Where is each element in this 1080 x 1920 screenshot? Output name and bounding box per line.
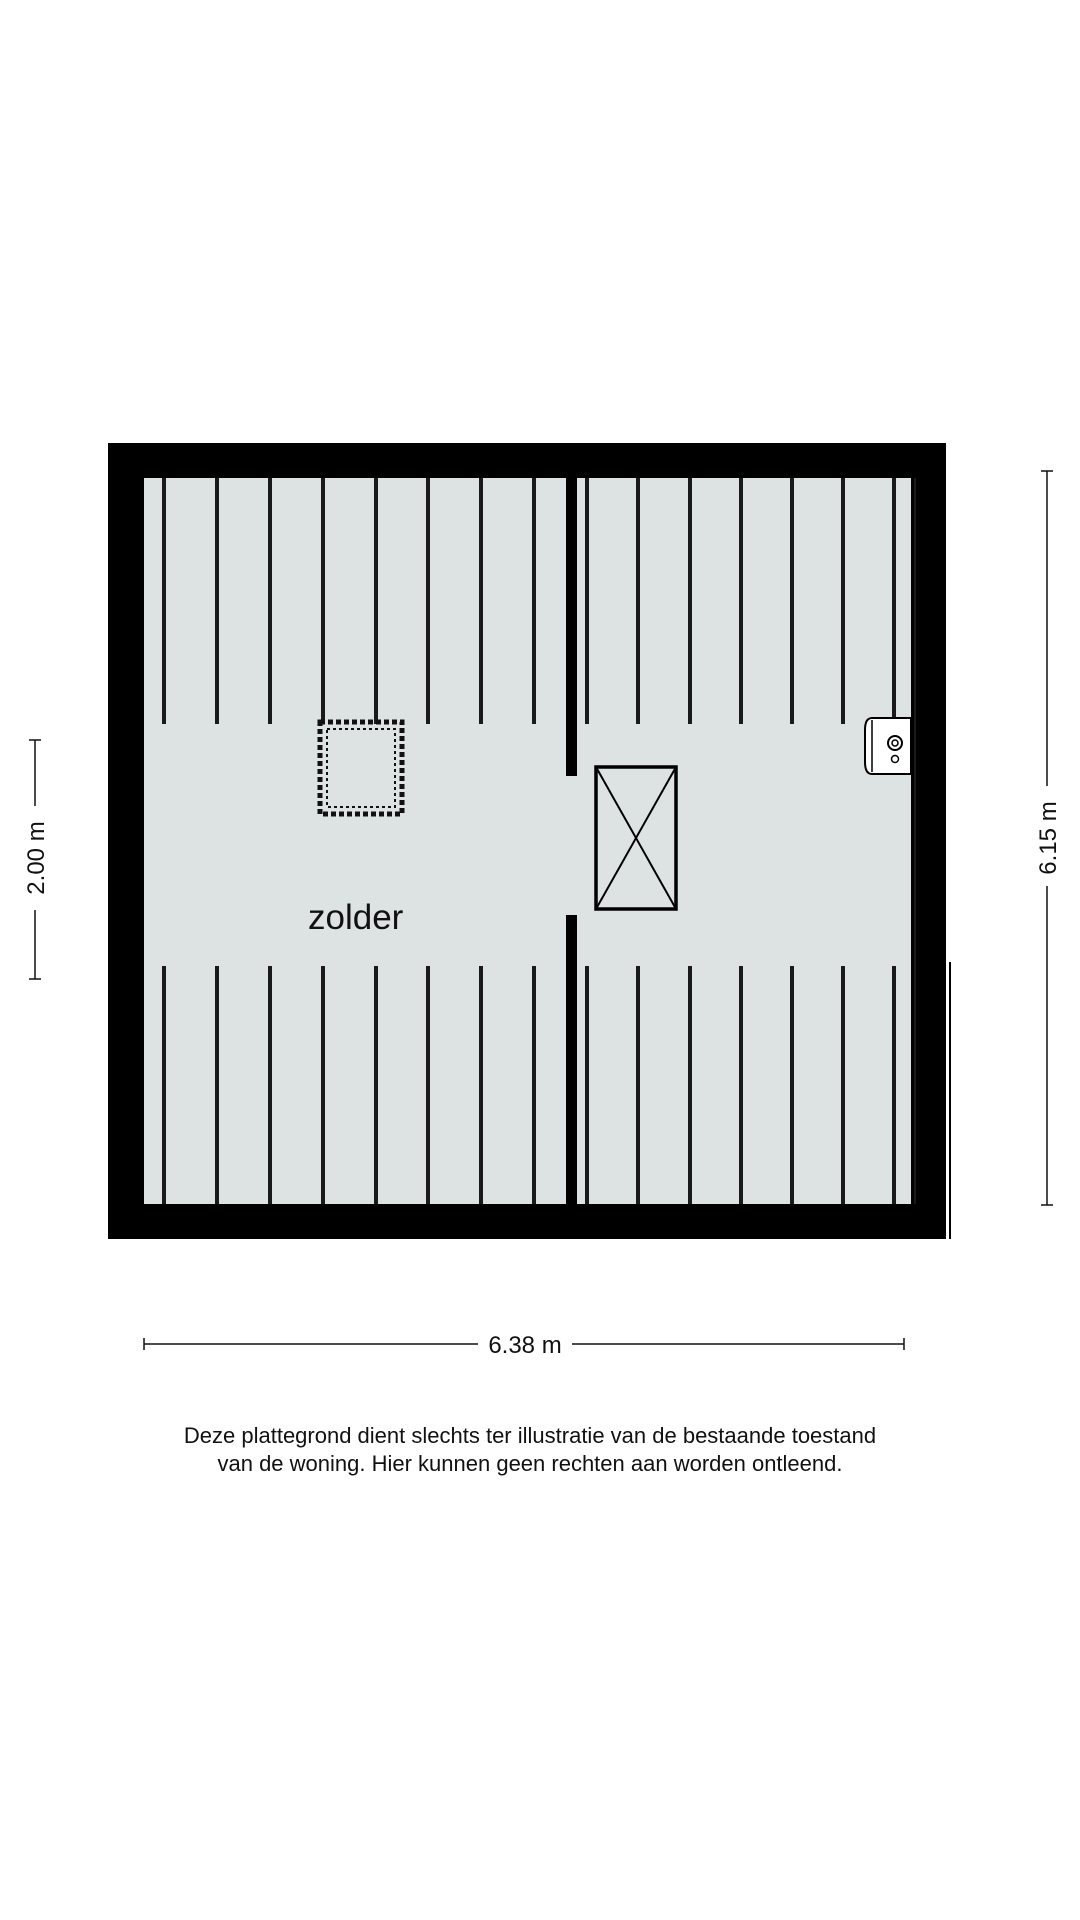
height-label: 2.00 m bbox=[23, 821, 50, 895]
depth-dimension bbox=[1035, 471, 1062, 1205]
disclaimer-line-2: van de woning. Hier kunnen geen rechten aan worden ontleend. bbox=[217, 1451, 843, 1476]
width-label: 6.38 m bbox=[488, 1332, 562, 1359]
disclaimer bbox=[0, 1422, 1060, 1478]
center-wall-upper bbox=[566, 478, 577, 776]
boiler-icon bbox=[865, 718, 911, 774]
attic-floor bbox=[144, 478, 911, 1204]
center-wall-lower bbox=[566, 915, 577, 1204]
disclaimer-line-1: Deze plattegrond dient slechts ter illustratie van de bestaande toestand bbox=[183, 1423, 877, 1448]
width-dimension bbox=[144, 1332, 904, 1359]
room-label: zolder bbox=[308, 898, 404, 937]
depth-label: 6.15 m bbox=[1035, 801, 1062, 875]
height-dimension bbox=[23, 740, 50, 979]
